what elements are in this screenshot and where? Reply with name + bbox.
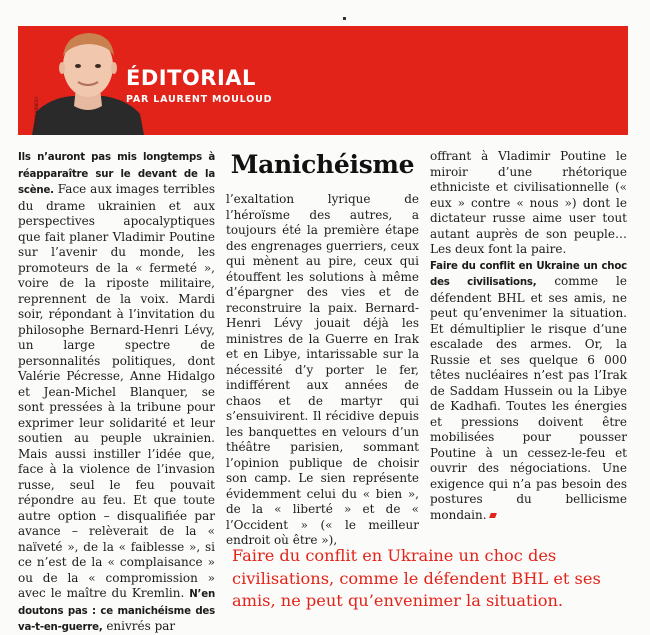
column-1-body: Face aux images terribles du drame ukrainien et aux perspectives apocalyptiques que fait planer Vladimir Poutine sur l’avenir du monde, les promoteurs de la « fermeté », voire de la riposte militaire, reprennent de la voix. Mardi soir, répondant à l’invitation du philosophe Bernard-Henri Lévy, un large spectre de personnalités politiques, dont Valérie Pécresse, Anne Hidalgo et Jean-Michel Blanquer, se sont pressées à la tribune pour exprimer leur solidarité et leur soutien au peuple ukrainien. Mais aussi instiller l’idée que, face à la violence de l’invasion russe, seul le feu pouvait répondre au feu. Et que toute autre option – disqualifiée par avance – relèverait de la « naïveté », de la « faiblesse », si ce n’est de la « complaisance » ou de la « compromission » avec le maître du Kremlin. [18, 182, 215, 600]
column-2-body: l’exaltation lyrique de l’héroïsme des autres, a toujours été la première étape des engrenages guerriers, ceux qui mènent au pire, ceux qui étouffent les solutions à même d’épargner des vies et de reconstruire la paix. Bernard-Henri Lévy jouait déjà les ministres de la Guerre en Irak et en Libye, intarissable sur la nécessité d’y porter le fer, indifférent aux années de chaos et de martyr qui s’ensuivirent. Il récidive depuis les banquettes en velours d’un théâtre parisien, sommant l’opinion publique de choisir son camp. Le sien représente évidemment celui du « bien », de la « liberté » et de « l’Occident » (« le meilleur endroit où être »), [226, 192, 419, 547]
author-byline: PAR LAURENT MOULOUD [126, 94, 273, 105]
section-title: ÉDITORIAL [126, 66, 256, 90]
article-headline: Manichéisme [230, 150, 415, 179]
third-lead-sentence: Faire du conflit en Ukraine un choc des civilisations, [430, 260, 627, 288]
article-column-1 [18, 149, 215, 635]
pull-quote: Faire du conflit en Ukraine un choc des civilisations, comme le défendent BHL et ses amis, ne peut qu’envenimer la situation. [232, 546, 601, 610]
article-column-3 [430, 149, 627, 523]
lead-sentence: Ils n’auront pas mis longtemps à réapparaître sur le devant de la scène. [18, 152, 215, 196]
editorial-banner [18, 26, 628, 135]
article-column-2 [226, 192, 419, 549]
column-3-tail: comme le défendent BHL et ses amis, ne peut qu’envenimer la situation. Et démultiplier le risque d’une escalade des armes. Or, la Russie et ses quelque 6 000 têtes nucléaires n’est pas l’Irak de Saddam Hussein ou la Libye de Kadhafi. Toutes les énergies et pressions doivent être mobilisées pour pousser Poutine à un cessez-le-feu et ouvrir des négociations. Une exigence qui n’a pas besoin des postures du bellicisme mondain. [430, 274, 627, 522]
second-lead-sentence: N’en doutons pas : ce manichéisme des va-t-en-guerre, [18, 589, 215, 633]
end-of-article-mark [489, 513, 497, 518]
page-marker [343, 17, 346, 20]
photo-credit: BRUNO ARBESU [34, 96, 39, 129]
column-3-body: offrant à Vladimir Poutine le miroir d’une rhétorique ethniciste et civilisationnelle (« eux » contre « nous ») dont le dictateur russe aime user tout autant auprès de son peuple… Les deux font la paire. [430, 149, 627, 256]
column-1-tail: enivrés par [102, 619, 176, 633]
